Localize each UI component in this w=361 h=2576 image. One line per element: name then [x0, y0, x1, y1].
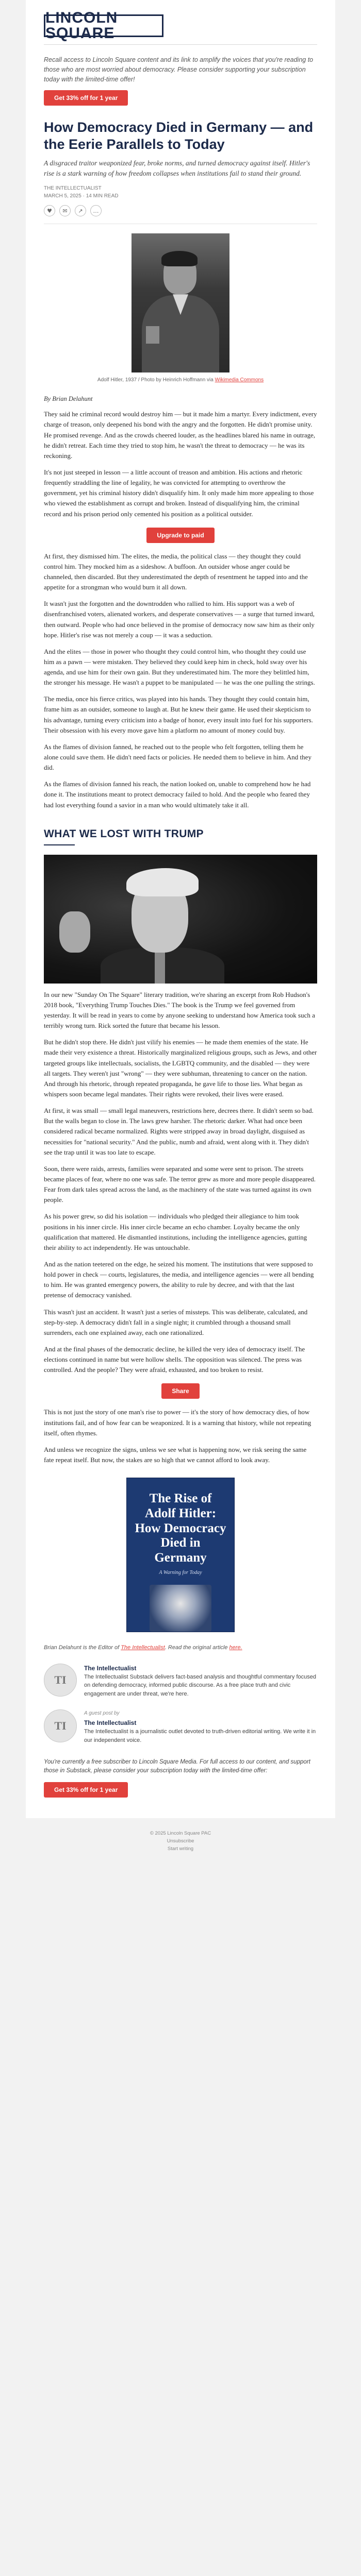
closing-paragraph: And unless we recognize the signs, unless we see what is happening now, we risk seeing the same fate repeat itself. But now, the stakes are so high that we cannot afford to look away. [44, 1445, 307, 1464]
upgrade-cta-wrap [26, 519, 335, 545]
book-cover-art [150, 1585, 211, 1632]
trump-photo[interactable] [44, 855, 317, 984]
legal-footer [26, 1818, 335, 1863]
intro-cta-wrap [26, 84, 335, 116]
article-headline[interactable]: How Democracy Died in Germany — and the Eerie Parallels to Today [44, 120, 314, 152]
section-rule [44, 844, 75, 845]
email-column [26, 0, 335, 1818]
section-paragraph: But he didn't stop there. He didn't just vilify his enemies — he made them enemies of the state. He made their very existence a threat. Historically marginalized religious groups, such as Jews, and other targeted groups like intellectuals, socialists, the LGBTQ community, and the disabled — they were all targets. They weren't just "wrong" — they were subhuman, threatening to cancer on the nation. And through his rhetoric, through repeated propaganda, he gave life to those lies. What began as whispers soon became legal mandates. Their rights were revoked, their lives were erased. [44, 1038, 317, 1098]
hitler-photo[interactable] [132, 233, 229, 372]
section-paragraph: And as the nation teetered on the edge, he seized his moment. The institutions that were supposed to hold power in check — courts, legislatures, the media, and intelligence agencies — were all bending to him. He was granted emergency powers, the ability to rule by decree, and with that the last pretense of democracy vanished. [44, 1260, 314, 1299]
article-paragraph: It wasn't just the forgotten and the downtrodden who rallied to him. His support was a web of disenfranchised voters, alienated workers, and desperate conservatives — a surge that turned inward, then outward. People who had once believed in the promise of democracy now saw him as their only hope. Hitler's rise was not merely a coup — it was a seduction. [44, 600, 315, 639]
photo-caption-text: Adolf Hitler, 1937 / Photo by Heinrich Hoffmann via [97, 377, 215, 383]
unsubscribe-link[interactable]: Unsubscribe [167, 1838, 194, 1844]
hitler-figure [44, 233, 317, 384]
photo-hair-shape [126, 868, 199, 896]
publication-description: The Intellectualist Substack delivers fact-based analysis and thoughtful commentary focused on defending democracy, informed public discourse. As a free place truth and civic engagement are under threat, we're here. [84, 1673, 317, 1697]
more-icon[interactable]: … [90, 205, 102, 216]
share-bar [26, 200, 335, 216]
article-deck: A disgraced traitor weaponized fear, broke norms, and turned democracy against itself. Hitler's rise is a stark warning of how freedom collapses when institutions fail to stand their ground. [44, 159, 310, 177]
logo-text: LINCOLN SQUARE [45, 9, 118, 42]
guest-post-label: A guest post by [84, 1710, 120, 1717]
publication-name[interactable]: The Intellectualist [84, 1664, 137, 1672]
closing-paragraph: This is not just the story of one man's rise to power — it's the story of how democracy dies, of how institutions fail, and of how fear can be weaponized. It is a warning that history, while not repeating itself, often rhymes. [44, 1408, 311, 1437]
comment-icon[interactable]: ✉ [59, 205, 71, 216]
footer-text: You're currently a free subscriber to Lincoln Square Media. For full access to our content, and support those in Substack, please consider your subscription today with the limited-time offer: [44, 1759, 310, 1774]
guest-description: The Intellectualist is a journalistic outlet devoted to truth-driven editorial writing. We write it in our independent voice. [84, 1728, 316, 1743]
copyright: © 2025 Lincoln Square PAC [150, 1830, 211, 1836]
section-paragraph: At first, it was small — small legal maneuvers, restrictions here, decrees there. It didn't seem so bad. But the walls began to close in. The laws grew harsher. The rhetoric darker. What had once been considered radical became normalized. Rights were stripped away in broad daylight, disguised as necessities for "national security." And the public, numb and afraid, went along with it. They didn't see the trap until it was too late to escape. [44, 1107, 314, 1156]
masthead-divider [44, 44, 317, 45]
endnote-original-link[interactable]: here. [229, 1645, 242, 1651]
section-paragraph: As his power grew, so did his isolation — individuals who pledged their allegiance to him took positions in his inner circle. His inner circle became an echo chamber. Loyalty became the only qualification that mattered. He dismantled institutions, including the intelligence agencies, gutting their ability to act independently. He was untouchable. [44, 1212, 307, 1251]
endnote-publication-link[interactable]: The Intellectualist [121, 1645, 165, 1651]
article-paragraph: As the flames of division fanned, he reached out to the people who felt forgotten, telling them he alone could save them. He didn't need facts or policies. He needed them to believe in him. And they did. [44, 742, 311, 772]
book-subtitle: A Warning for Today [159, 1569, 202, 1575]
photo-hand-shape [59, 911, 90, 953]
share-button[interactable]: Share [161, 1383, 199, 1399]
book-title: The Rise of Adolf Hitler: How Democracy Died in Germany [135, 1492, 226, 1565]
section-paragraph: And at the final phases of the democratic decline, he killed the very idea of democracy itself. The elections continued in name but were hollow shells. The opposition was silenced. The press was controlled. And the people? They were afraid, exhausted, and too broken to resist. [44, 1345, 305, 1374]
section-paragraph: This wasn't just an accident. It wasn't just a series of missteps. This was deliberate, calculated, and step-by-step. A democracy didn't fall in a single night; it crumbled through a thousand small surrenders, each one explained away, each one rationalized. [44, 1308, 308, 1336]
article-date: MARCH 5, 2025 · 14 MIN READ [44, 193, 119, 199]
photo-hair-shape [161, 251, 198, 266]
photo-tie-shape [155, 950, 165, 984]
article-paragraph: At first, they dismissed him. The elites, the media, the political class — they thought they could control him. They mocked him as a sideshow. A buffoon. An outsider whose anger could be channeled, then discarded. But they underestimated the depth of resentment he tapped into and the appetite for a strongman who would burn it all down. [44, 552, 308, 591]
publication-info [84, 1664, 317, 1699]
guest-logo[interactable]: TI [44, 1709, 77, 1742]
article-paragraph: The media, once his fierce critics, was played into his hands. They thought they could contain him, frame him as an outsider, someone to laugh at. But he knew their game. He used their skepticism to his advantage, turning every criticism into a badge of honor, every insult into fuel for his supporters. Their obsession with his every move gave him a platform no amount of money could buy. [44, 695, 313, 734]
start-writing-link[interactable]: Start writing [167, 1845, 194, 1852]
photo-armband-shape [146, 326, 159, 344]
author-endnote [26, 1632, 335, 1652]
section-paragraph: Soon, there were raids, arrests, families were separated and some were sent to prison. The streets became places of fear, where no one was safe. The terror grew as more and more people disappeared. Fear from dark tales spread across the land, as the machinery of the state was turned against its own people. [44, 1164, 316, 1204]
subscribe-offer-button[interactable]: Get 33% off for 1 year [44, 90, 128, 106]
article-paragraph: And the elites — those in power who thought they could control him, who thought they could use him as a pawn — were mistaken. They believed they could keep him in check, hold sway over his agenda, and use him for their own gain. But they underestimated him. The more they belittled him, the stronger his message. He wasn't a puppet to be manipulated — he was the one pulling the strings. [44, 647, 315, 687]
publication-card [26, 1652, 335, 1699]
guest-post-card [26, 1698, 335, 1744]
intro-text: Recall access to Lincoln Square content and its link to amplify the voices that you're reading to those who are most worried about democracy. Please consider supporting your subscription today with the limited-time offer! [44, 56, 314, 83]
endnote-text: Brian Delahunt is the Editor of [44, 1645, 121, 1651]
publication-logo[interactable]: TI [44, 1664, 77, 1697]
upgrade-button[interactable]: Upgrade to paid [146, 528, 214, 543]
lincoln-square-logo[interactable] [44, 9, 163, 42]
footer-subscribe-button[interactable]: Get 33% off for 1 year [44, 1782, 128, 1798]
share-icon[interactable]: ↗ [75, 205, 86, 216]
article-paragraph: They said he criminal record would destroy him — but it made him a martyr. Every indictment, every charge of treason, only deepened his bond with the angry and the forgotten. He didn't promise unity. He promised revenge. And as the crowds cheered louder, as the headlines blared his name in outrage, he didn't retreat. Each time they tried to stop him, he wasn't the threat to democracy — he was its reckoning. [44, 410, 317, 460]
article-source: THE INTELLECTUALIST [44, 185, 102, 192]
guest-info [84, 1709, 317, 1744]
article-paragraph: As the flames of division fanned his reach, the nation looked on, unable to comprehend how he had done it. The institutions meant to protect democracy failed to hold. And the people who feared they had lost everything found a savior in a man who would ultimately take it all. [44, 780, 311, 809]
article-paragraph: It's not just steeped in lesson — a little account of treason and ambition. His actions and rhetoric frequently straddling the line of legality, he was convicted for attempting to overthrow the government, yet his criminal history didn't disqualify him. It only made him more appealing to those who viewed the establishment as corrupt and broken. Instead of disqualifying him, the criminal record and his prison period only cemented his position as a political outsider. [44, 468, 314, 518]
share-cta-wrap [26, 1375, 335, 1401]
photo-caption-link[interactable]: Wikimedia Commons [215, 377, 264, 383]
masthead [26, 0, 335, 50]
article-meta [26, 178, 335, 200]
like-icon[interactable]: ♥ [44, 205, 55, 216]
endnote-after: . Read the original article [165, 1645, 229, 1651]
book-cover[interactable] [126, 1478, 235, 1632]
section-heading: WHAT WE LOST WITH TRUMP [44, 827, 204, 840]
footer-cta-wrap [26, 1776, 335, 1798]
section-paragraph: In our new "Sunday On The Square" literary tradition, we're sharing an excerpt from Rob Hudson's 2018 book, "Everything Trump Touches Dies." The book is the Trump we feel governed from yesterday. It will be read in years to come by anyone seeking to understand how America took such a terribly wrong turn. Rick sorted the future that became his lesson. [44, 990, 315, 1030]
photo-caption [44, 372, 317, 384]
guest-name[interactable]: The Intellectualist [84, 1719, 137, 1727]
article-byline: By Brian Delahunt [44, 395, 93, 403]
